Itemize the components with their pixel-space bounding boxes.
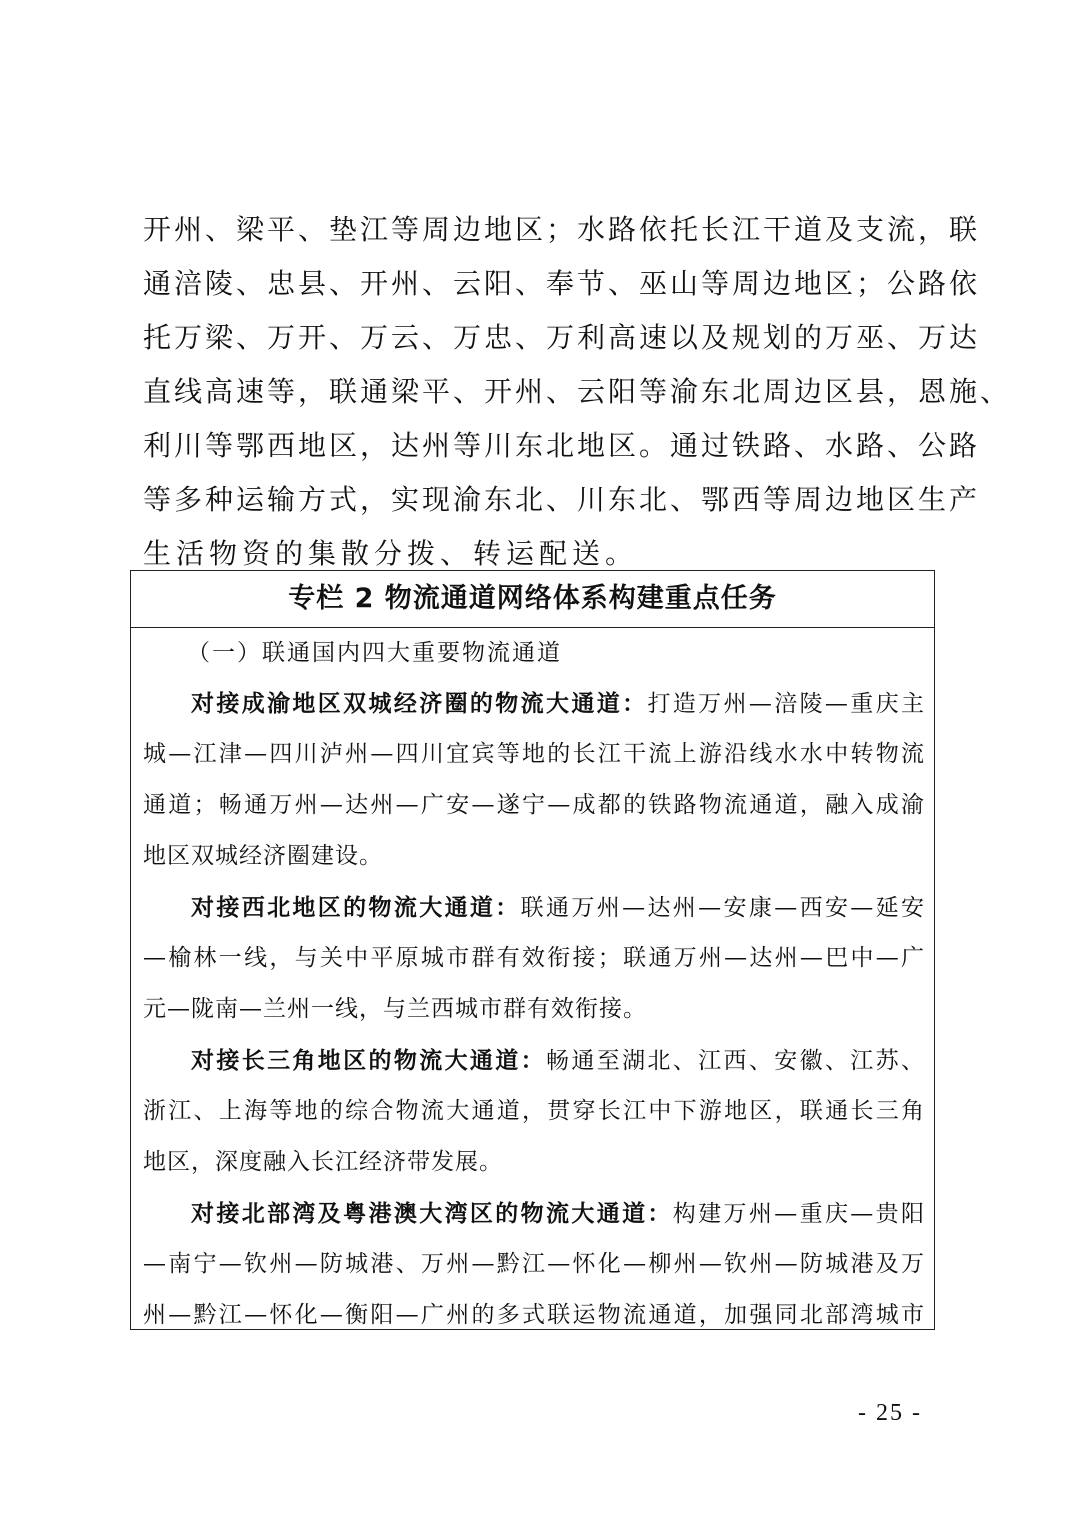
para-line bbox=[143, 1035, 924, 1086]
body-line: 直线高速等，联通梁平、开州、云阳等渝东北周边区县，恩施、 bbox=[143, 375, 1012, 408]
para-lead: 对接成渝地区双城经济圈的物流大通道： bbox=[191, 690, 648, 717]
para-lead: 对接长三角地区的物流大通道： bbox=[191, 1047, 546, 1074]
para-line: 浙江、上海等地的综合物流大通道，贯穿长江中下游地区，联通长三角 bbox=[143, 1098, 924, 1124]
body-line: 生活物资的集散分拨、转运配送。 bbox=[143, 537, 639, 570]
paragraph bbox=[143, 678, 924, 882]
body-line: 开州、梁平、垫江等周边地区；水路依托长江干道及支流，联 bbox=[143, 213, 981, 246]
para-line: —榆林一线，与关中平原城市群有效衔接；联通万州—达州—巴中—广 bbox=[143, 945, 924, 971]
body-text bbox=[143, 203, 1012, 581]
column-content bbox=[131, 628, 934, 1330]
body-line: 托万梁、万开、万云、万忠、万利高速以及规划的万巫、万达 bbox=[143, 321, 981, 354]
paragraph bbox=[143, 1035, 924, 1188]
para-text: 联通万州—达州—安康—西安—延安 bbox=[520, 895, 925, 921]
para-line: 通道；畅通万州—达州—广安—遂宁—成都的铁路物流通道，融入成渝 bbox=[143, 792, 924, 818]
para-lead: 对接北部湾及粤港澳大湾区的物流大通道： bbox=[191, 1200, 673, 1227]
para-line: 城—江津—四川泸州—四川宜宾等地的长江干流上游沿线水水中转物流 bbox=[143, 741, 924, 767]
body-line: 等多种运输方式，实现渝东北、川东北、鄂西等周边地区生产 bbox=[143, 483, 981, 516]
para-lead: 对接西北地区的物流大通道： bbox=[191, 894, 521, 921]
para-line bbox=[143, 1188, 924, 1239]
para-text: 打造万州—涪陵—重庆主 bbox=[647, 691, 925, 717]
paragraph bbox=[143, 882, 924, 1035]
para-line: 元—陇南—兰州一线，与兰西城市群有效衔接。 bbox=[143, 996, 647, 1022]
page-number: - 25 - bbox=[858, 1400, 922, 1426]
body-line: 通涪陵、忠县、开州、云阳、奉节、巫山等周边地区；公路依 bbox=[143, 267, 981, 300]
column-title: 专栏 2 物流通道网络体系构建重点任务 bbox=[131, 571, 934, 628]
para-line: 州—黔江—怀化—衡阳—广州的多式联运物流通道，加强同北部湾城市 bbox=[143, 1302, 924, 1328]
para-line bbox=[143, 678, 924, 729]
para-text: 畅通至湖北、江西、安徽、江苏、 bbox=[546, 1048, 925, 1074]
para-line: 地区，深度融入长江经济带发展。 bbox=[143, 1149, 503, 1175]
sub-heading: （一）联通国内四大重要物流通道 bbox=[187, 640, 562, 666]
body-line: 利川等鄂西地区，达州等川东北地区。通过铁路、水路、公路 bbox=[143, 429, 981, 462]
para-line: —南宁—钦州—防城港、万州—黔江—怀化—柳州—钦州—防城港及万 bbox=[143, 1251, 924, 1277]
para-line: 地区双城经济圈建设。 bbox=[143, 843, 383, 869]
column-box bbox=[130, 570, 935, 1330]
paragraph bbox=[143, 1188, 924, 1330]
para-text: 构建万州—重庆—贵阳 bbox=[672, 1201, 925, 1227]
para-line bbox=[143, 882, 924, 933]
